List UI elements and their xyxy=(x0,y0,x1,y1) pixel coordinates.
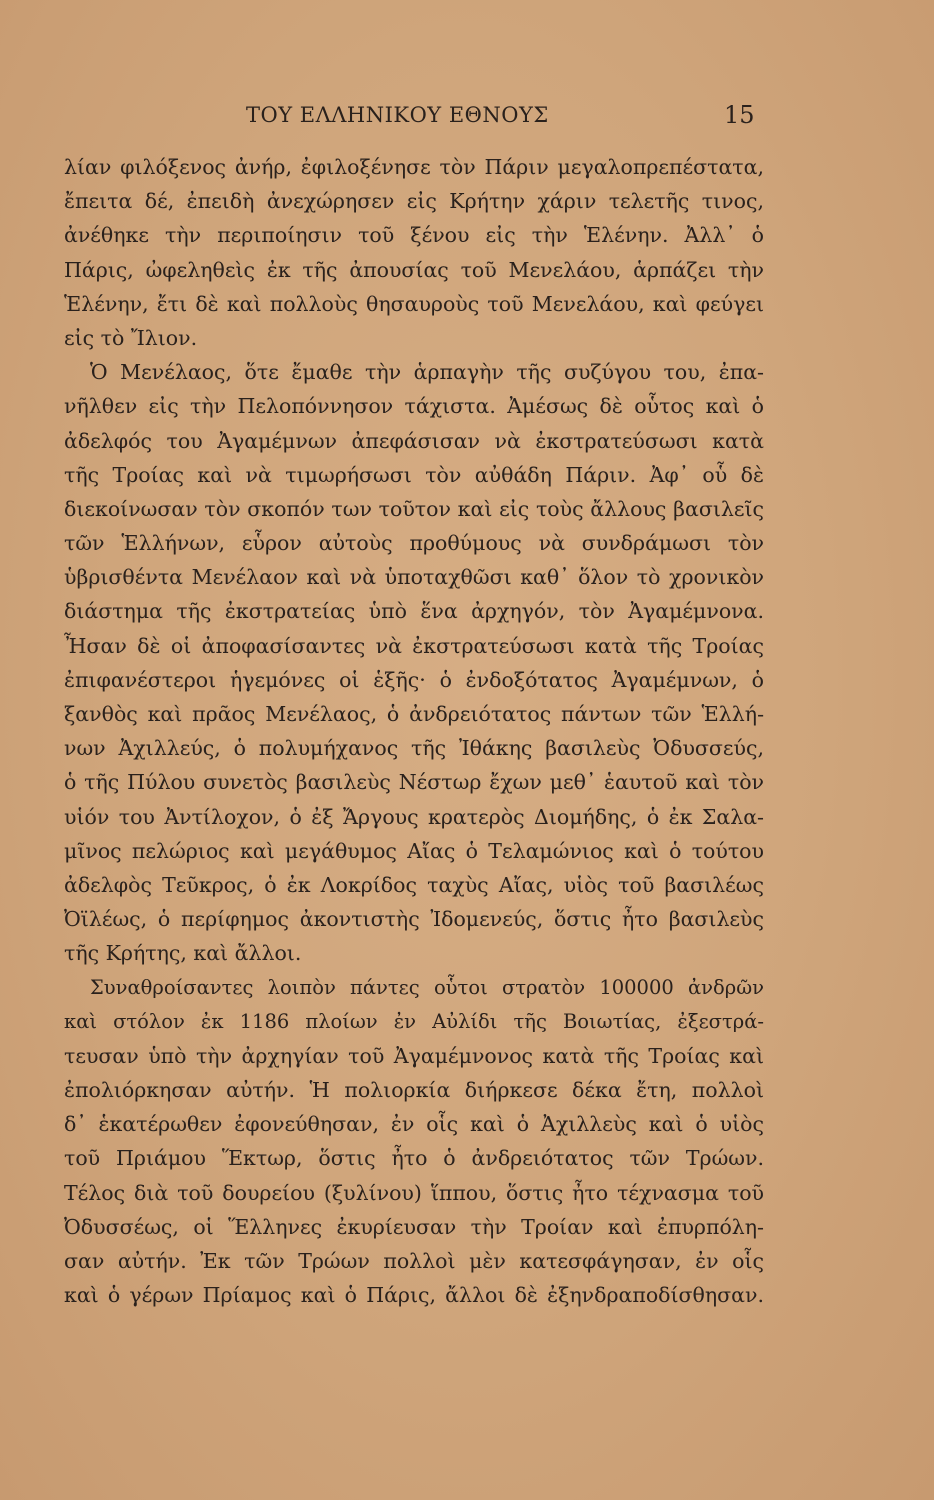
text-line: δ᾿ ἑκατέρωθεν ἐφονεύθησαν, ἐν οἷς καὶ ὁ Ἀχιλλεὺς καὶ ὁ υἱὸς xyxy=(64,1112,764,1137)
running-head: ΤΟΥ ΕΛΛΗΝΙΚΟΥ ΕΘΝΟΥΣ xyxy=(246,103,549,127)
text-line: σαν αὐτήν. Ἐκ τῶν Τρώων πολλοὶ μὲν κατεσφάγησαν, ἐν οἷς xyxy=(64,1249,764,1273)
text-line: καὶ στόλον ἐκ 1186 πλοίων ἐν Αὐλίδι τῆς Βοιωτίας, ἐξεστρά- xyxy=(64,1009,764,1033)
text-line: διάστημα τῆς ἐκστρατείας ὑπὸ ἕνα ἀρχηγόν, τὸν Ἀγαμέμνονα. xyxy=(64,599,764,624)
text-line: ξανθὸς καὶ πρᾶος Μενέλαος, ὁ ἀνδρειότατος πάντων τῶν Ἑλλή- xyxy=(64,702,764,726)
text-line: ὁ τῆς Πύλου συνετὸς βασιλεὺς Νέστωρ ἔχων μεθ᾿ ἑαυτοῦ καὶ τὸν xyxy=(64,770,764,795)
text-line: Ὁ Μενέλαος, ὅτε ἔμαθε τὴν ἁρπαγὴν τῆς συζύγου του, ἐπα- xyxy=(90,360,764,385)
text-line: Ἦσαν δὲ οἱ ἀποφασίσαντες νὰ ἐκστρατεύσωσι κατὰ τῆς Τροίας xyxy=(64,633,764,658)
text-line: υἱόν του Ἀντίλοχον, ὁ ἐξ Ἄργους κρατερὸς Διομήδης, ὁ ἐκ Σαλα- xyxy=(64,804,764,829)
text-line: ἀνέθηκε τὴν περιποίησιν τοῦ ξένου εἰς τὴν Ἑλένην. Ἀλλ᾿ ὁ xyxy=(64,223,764,248)
body-text xyxy=(64,150,764,1312)
text-line: ἔπειτα δέ, ἐπειδὴ ἀνεχώρησεν εἰς Κρήτην χάριν τελετῆς τινος, xyxy=(64,189,764,214)
text-line: νων Ἀχιλλεύς, ὁ πολυμήχανος τῆς Ἰθάκης βασιλεὺς Ὀδυσσεύς, xyxy=(64,736,764,761)
text-line: λίαν φιλόξενος ἀνήρ, ἐφιλοξένησε τὸν Πάριν μεγαλοπρεπέστατα, xyxy=(64,155,764,179)
text-line: διεκοίνωσαν τὸν σκοπόν των τοῦτον καὶ εἰς τοὺς ἄλλους βασιλεῖς xyxy=(64,496,764,521)
text-line: ἐπολιόρκησαν αὐτήν. Ἡ πολιορκία διήρκεσε δέκα ἔτη, πολλοὶ xyxy=(64,1078,764,1103)
text-line: ἀδελφός του Ἀγαμέμνων ἀπεφάσισαν νὰ ἐκστρατεύσωσι κατὰ xyxy=(64,428,764,453)
text-line: εἰς τὸ Ἴλιον. xyxy=(64,325,198,350)
text-line: τῆς Τροίας καὶ νὰ τιμωρήσωσι τὸν αὐθάδη Πάριν. Ἀφ᾿ οὗ δὲ xyxy=(64,462,764,487)
text-line: ἀδελφὸς Τεῦκρος, ὁ ἐκ Λοκρίδος ταχὺς Αἴας, υἱὸς τοῦ βασιλέως xyxy=(64,872,764,897)
text-line: Συναθροίσαντες λοιπὸν πάντες οὗτοι στρατὸν 100000 ἀνδρῶν xyxy=(90,975,764,999)
text-line: καὶ ὁ γέρων Πρίαμος καὶ ὁ Πάρις, ἄλλοι δὲ ἐξηνδραποδίσθησαν. xyxy=(64,1283,764,1308)
text-line: νῆλθεν εἰς τὴν Πελοπόννησον τάχιστα. Ἀμέσως δὲ οὗτος καὶ ὁ xyxy=(64,394,764,419)
text-line: Πάρις, ὠφεληθεὶς ἐκ τῆς ἀπουσίας τοῦ Μενελάου, ἁρπάζει τὴν xyxy=(64,257,764,282)
text-line: μῖνος πελώριος καὶ μεγάθυμος Αἴας ὁ Τελαμώνιος καὶ ὁ τούτου xyxy=(64,838,764,863)
text-line: ἐπιφανέστεροι ἡγεμόνες οἱ ἑξῆς· ὁ ἐνδοξότατος Ἀγαμέμνων, ὁ xyxy=(64,667,764,692)
text-line: Ὀδυσσέως, οἱ Ἕλληνες ἐκυρίευσαν τὴν Τροίαν καὶ ἐπυρπόλη- xyxy=(64,1214,764,1239)
text-line: ὑβρισθέντα Μενέλαον καὶ νὰ ὑποταχθῶσι καθ᾿ ὅλον τὸ χρονικὸν xyxy=(64,565,764,590)
text-line: τῆς Κρήτης, καὶ ἄλλοι. xyxy=(64,941,302,966)
text-line: τῶν Ἑλλήνων, εὗρον αὐτοὺς προθύμους νὰ συνδράμωσι τὸν xyxy=(64,531,764,556)
text-line: Τέλος διὰ τοῦ δουρείου (ξυλίνου) ἵππου, ὅστις ἦτο τέχνασμα τοῦ xyxy=(64,1180,764,1205)
text-line: τευσαν ὑπὸ τὴν ἀρχηγίαν τοῦ Ἀγαμέμνονος κατὰ τῆς Τροίας καὶ xyxy=(64,1043,764,1068)
text-line: Ὀϊλέως, ὁ περίφημος ἀκοντιστὴς Ἰδομενεύς, ὅστις ἦτο βασιλεὺς xyxy=(64,907,764,932)
page-header xyxy=(60,103,760,133)
text-line: Ἑλένην, ἔτι δὲ καὶ πολλοὺς θησαυροὺς τοῦ Μενελάου, καὶ φεύγει xyxy=(64,291,764,316)
page-number: 15 xyxy=(724,101,755,129)
text-line: τοῦ Πριάμου Ἕκτωρ, ὅστις ἦτο ὁ ἀνδρειότατος τῶν Τρώων. xyxy=(64,1146,764,1171)
